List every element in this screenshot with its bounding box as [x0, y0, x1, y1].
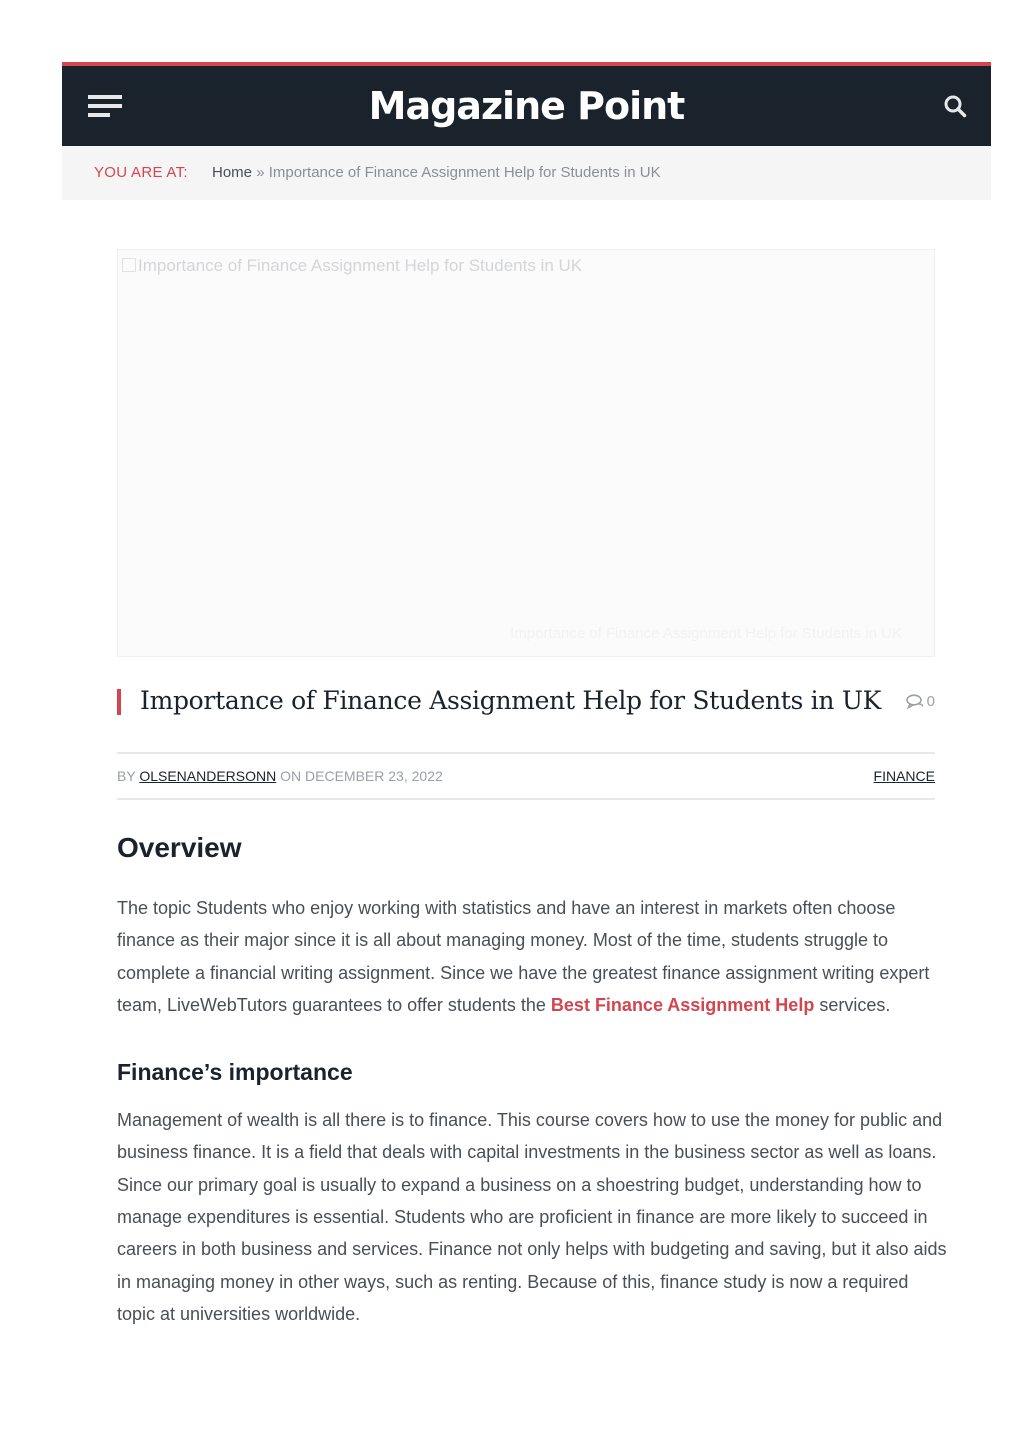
broken-image-icon — [122, 258, 136, 272]
category-link[interactable]: FINANCE — [873, 768, 935, 784]
author-link[interactable]: OLSENANDERSONN — [139, 768, 277, 784]
featured-image-alt-text: Importance of Finance Assignment Help for Students in UK — [138, 256, 583, 275]
featured-image-caption: Importance of Finance Assignment Help for Students in UK — [510, 625, 902, 642]
featured-image — [117, 249, 935, 657]
comment-count: 0 — [926, 693, 935, 710]
meta-on-label: ON — [280, 768, 302, 784]
breadcrumb-trail — [212, 146, 661, 200]
site-title[interactable]: Magazine Point — [368, 84, 685, 128]
post-meta — [117, 752, 935, 800]
breadcrumb-current: Importance of Finance Assignment Help for Students in UK — [268, 164, 661, 181]
breadcrumb-label: YOU ARE AT: — [94, 164, 188, 181]
meta-by-label: BY — [117, 768, 136, 784]
comments-icon — [906, 694, 924, 709]
overview-paragraph — [117, 892, 947, 1021]
comment-count-link[interactable] — [906, 692, 935, 712]
post-title: Importance of Finance Assignment Help for Students in UK — [140, 686, 881, 715]
site-header — [62, 62, 991, 146]
breadcrumb — [62, 146, 991, 200]
overview-heading: Overview — [117, 832, 242, 863]
breadcrumb-home-link[interactable]: Home — [212, 164, 253, 181]
breadcrumb-separator: » — [256, 164, 265, 181]
importance-paragraph: Management of wealth is all there is to finance. This course covers how to use the money for public and business finance. It is a field that deals with capital investments in the business sector as well as loans. Since our primary goal is usually to expand a business on a shoestring budget, understanding how to manage expenditures is essential. Students who are proficient in finance are more likely to succeed in careers in both business and services. Finance not only helps with budgeting and saving, but it also aids in managing money in other ways, such as renting. Because of this, finance study is now a required topic at universities worldwide. — [117, 1110, 947, 1324]
post-title-block — [117, 686, 935, 718]
best-finance-assignment-help-link[interactable]: Best Finance Assignment Help — [550, 994, 815, 1015]
title-accent-bar — [117, 689, 121, 715]
article-content — [117, 826, 947, 1330]
search-icon[interactable] — [943, 94, 967, 118]
overview-text-end: services. — [814, 994, 891, 1015]
importance-heading: Finance’s importance — [117, 1059, 353, 1086]
post-date: DECEMBER 23, 2022 — [305, 768, 443, 784]
featured-image-alt — [122, 256, 582, 276]
overview-text: The topic Students who enjoy working with statistics and have an interest in markets often choose finance as their major since it is all about managing money. Most of the time, students struggle to complete a financial writing assignment. Since we have the greatest finance assignment writing expert team, LiveWebTutors guarantees to offer students the — [117, 898, 930, 1015]
